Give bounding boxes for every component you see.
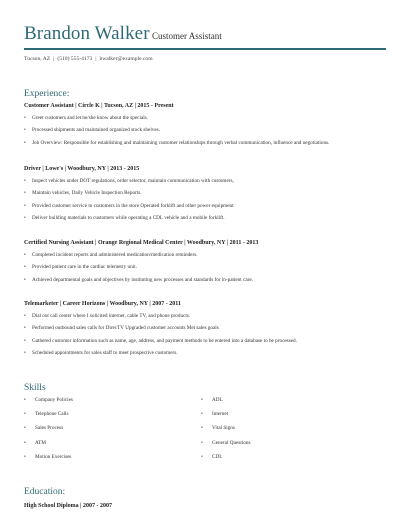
job-bullet: • Performed outbound sales calls for DirecTV Upgraded customer accounts Met sales goals [24, 325, 394, 337]
skills-column-left [24, 397, 73, 468]
contact-phone: (510) 555-4173 [57, 56, 93, 62]
skills-column-right [201, 397, 250, 468]
skill-item: • Motion Exercises [24, 454, 73, 468]
job-bullet: • Achieved departmental goals and objectives by instituting new processes and standards for in-patient care. [24, 277, 394, 289]
job-title: Customer Assistant | Circle K | Tucson, AZ | 2015 - Present [24, 103, 174, 109]
skill-item: • ADL [201, 397, 250, 411]
education-entry: High School Diploma | 2007 - 2007 [24, 503, 112, 509]
job-bullet: • Provided patient care in the cardiac telemetry unit. [24, 264, 394, 276]
job-title: Certified Nursing Assistant | Orange Regional Medical Center | Woodbury, NY | 2011 - 2013 [24, 240, 259, 246]
skill-item: • Telephone Calls [24, 411, 73, 425]
job-entry [24, 240, 394, 289]
job-bullet: • Completed incident reports and administered medication/medication reminders. [24, 252, 394, 264]
job-bullet: • Gathered customer information such as name, age, address, and payment methods to be entered into a database to be processed. [24, 338, 394, 350]
job-bullets [24, 313, 394, 363]
contact-email: bwalker@example.com [99, 56, 153, 62]
job-bullets [24, 178, 394, 228]
experience-heading: Experience: [24, 89, 70, 99]
skill-item: • General Questions [201, 440, 250, 454]
education-heading: Education: [24, 487, 66, 497]
candidate-name: Brandon Walker [24, 23, 150, 44]
job-bullets [24, 252, 394, 289]
skills-heading: Skills [24, 383, 46, 393]
skill-item: • Vital Signs [201, 425, 250, 439]
job-bullet: • Processed shipments and maintained organized stock shelves. [24, 127, 394, 139]
contact-line [24, 56, 153, 62]
job-title: Telemarketer | Career Horizons | Woodbury, NY | 2007 - 2011 [24, 301, 181, 307]
job-bullet: • Maintain vehicles, Daily Vehicle Inspection Reports. [24, 190, 394, 202]
job-entry [24, 103, 394, 152]
skill-item: • Company Policies [24, 397, 73, 411]
job-bullet: • Deliver building materials to customers while operating a CDL vehicle and a mobile forklift. [24, 215, 394, 227]
job-entry [24, 166, 394, 228]
header-divider [24, 48, 386, 50]
job-bullet: • Job Overview: Responsible for establishing and maintaining customer relationships through verbal communication, influence and negotiations. [24, 140, 394, 152]
candidate-title: Customer Assistant [152, 31, 222, 41]
job-bullets [24, 115, 394, 152]
job-title: Driver | Lowe's | Woodbury, NY | 2013 - 2015 [24, 166, 140, 172]
skill-item: • ATM [24, 440, 73, 454]
job-entry [24, 301, 394, 363]
skill-item: • Internet [201, 411, 250, 425]
contact-location: Tucson, AZ [24, 56, 51, 62]
contact-separator: | [95, 56, 97, 62]
contact-separator: | [53, 56, 55, 62]
skill-item: • Sales Process [24, 425, 73, 439]
job-bullet: • Scheduled appointments for sales staff to meet prospective customers. [24, 350, 394, 362]
job-bullet: • Greet customers and let he/she know about the specials. [24, 115, 394, 127]
job-bullet: • Provided customer service to customers in the store Operated forklift and other power equipment [24, 203, 394, 215]
job-bullet: • Inspect vehicles under DOT regulations, order selector, maintain communication with customers, [24, 178, 394, 190]
job-bullet: • Dial out call center where I solicited internet, cable TV, and phone products. [24, 313, 394, 325]
skill-item: • CDL [201, 454, 250, 468]
